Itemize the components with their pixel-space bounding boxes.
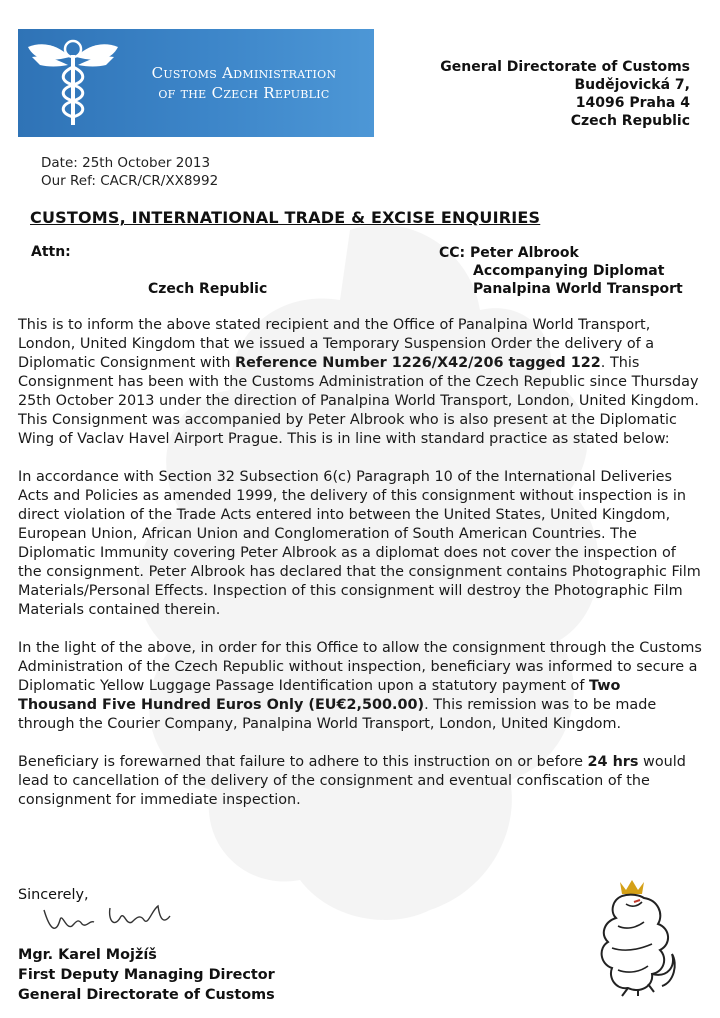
sender-address — [440, 58, 690, 130]
signer-name: Mgr. Karel Mojžíš — [18, 947, 157, 963]
paragraph: This is to inform the above stated recipient and the Office of Panalpina World Transport, London, United Kingdom that we issued a Temporary Suspension Order the delivery of a Diplomatic Consignment with Reference Number 1226/X42/206 tagged 122. This Consignment has been with the Customs Administration of the Czech Republic since Thursday 25th October 2013 under the direction of Panalpina World Transport, London, United Kingdom. This Consignment was accompanied by Peter Albrook who is also present at the Diplomatic Wing of Vaclav Havel Airport Prague. This is in line with standard practice as stated below: — [18, 317, 699, 447]
closing: Sincerely, — [18, 887, 89, 903]
letter-reference: Our Ref: CACR/CR/XX8992 — [41, 173, 219, 189]
paragraph: In accordance with Section 32 Subsection 6(c) Paragraph 10 of the International Deliveries Acts and Policies as amended 1999, the delivery of this consignment without inspection is in direct violation of the Trade Acts entered into between the United States, United Kingdom, European Union, African Union and Conglomeration of South American Countries. The Diplomatic Immunity covering Peter Albrook as a diplomat does not cover the inspection of the consignment. Peter Albrook has declared that the consignment contains Photographic Film Materials/Personal Effects. Inspection of this consignment will destroy the Photographic Film Materials contained therein. — [18, 469, 701, 618]
address-line: General Directorate of Customs — [440, 59, 690, 75]
paragraph: Beneficiary is forewarned that failure to adhere to this instruction on or before 24 hrs would lead to cancellation of the delivery of the consignment and eventual confiscation of the consignment for immediate inspection. — [18, 754, 686, 808]
logo-wordmark: Customs Administration of the Czech Republic — [151, 64, 337, 102]
letter-body — [18, 316, 702, 829]
attn-country: Czech Republic — [148, 281, 268, 297]
cc-line: Panalpina World Transport — [473, 281, 683, 297]
paragraph: In the light of the above, in order for this Office to allow the consignment through the Customs Administration of the Czech Republic without inspection, beneficiary was informed to secure a Diplomatic Yellow Luggage Passage Identification upon a statutory payment of Two Thousand Five Hundred Euros Only (EU€2,500.00). This remission was to be made through the Courier Company, Panalpina World Transport, London, United Kingdom. — [18, 640, 702, 732]
letter-heading: CUSTOMS, INTERNATIONAL TRADE & EXCISE ENQUIRIES — [30, 208, 541, 227]
handwritten-signature — [40, 900, 190, 940]
signer-block — [18, 945, 275, 1005]
attn-label: Attn: — [31, 244, 71, 260]
cc-block — [439, 244, 683, 298]
redacted-recipient — [80, 244, 290, 262]
signer-org: General Directorate of Customs — [18, 987, 275, 1003]
signer-title: First Deputy Managing Director — [18, 967, 275, 983]
cc-line: Accompanying Diplomat — [473, 263, 665, 279]
czech-lion-emblem — [582, 878, 682, 998]
address-line: Czech Republic — [570, 113, 690, 129]
letter-date: Date: 25th October 2013 — [41, 155, 211, 171]
address-line: Budějovická 7, — [574, 77, 690, 93]
cc-line: CC: Peter Albrook — [439, 245, 579, 261]
address-line: 14096 Praha 4 — [575, 95, 690, 111]
letter-meta — [41, 154, 218, 190]
caduceus-logo-icon — [18, 29, 128, 137]
customs-logo-banner — [18, 29, 374, 137]
